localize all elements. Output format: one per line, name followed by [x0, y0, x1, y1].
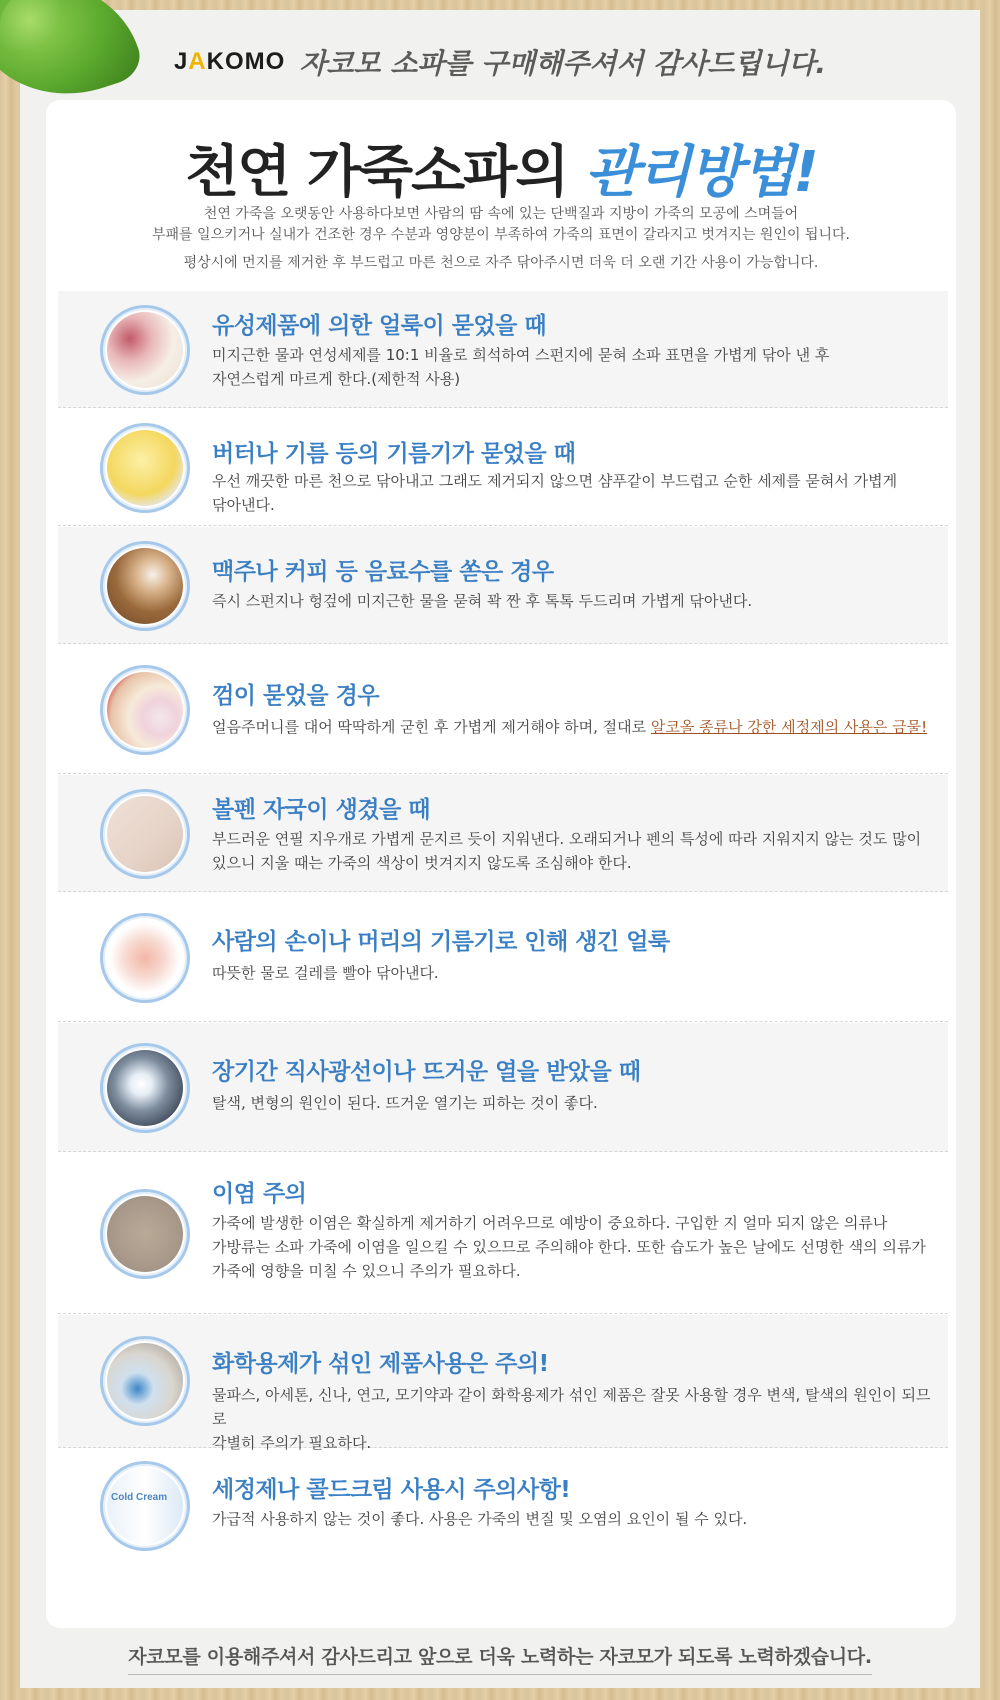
bubble-gum-icon — [100, 665, 190, 755]
item-desc — [212, 589, 932, 613]
header-thanks: 자코모 소파를 구매해주셔서 감사드립니다. — [299, 47, 827, 80]
item-desc — [212, 1211, 932, 1283]
list-item — [58, 645, 948, 774]
sunlight-icon — [100, 1043, 190, 1133]
list-item — [58, 409, 948, 526]
title-highlight: 관리방법! — [584, 140, 817, 205]
pen-mark-icon — [100, 789, 190, 879]
list-item — [58, 1023, 948, 1152]
item-desc — [212, 961, 932, 985]
intro-line-3: 평상시에 먼지를 제거한 후 부드럽고 마른 천으로 자주 닦아주시면 더욱 더 오랜 기간 사용이 가능합니다. — [183, 255, 819, 271]
item-title: 이염 주의 — [212, 1181, 307, 1207]
intro-line-2: 부패를 일으키거나 실내가 건조한 경우 수분과 영양분이 부족하여 가죽의 표면이 갈라지고 벗겨지는 원인이 됩니다. — [152, 227, 850, 243]
item-title: 화학용제가 섞인 제품사용은 주의! — [212, 1351, 549, 1377]
item-desc — [212, 1091, 932, 1115]
item-title: 버터나 기름 등의 기름기가 묻었을 때 — [212, 441, 576, 467]
item-title: 세정제나 콜드크림 사용시 주의사항! — [212, 1477, 571, 1503]
hand-icon — [100, 913, 190, 1003]
list-item — [58, 1449, 948, 1569]
item-desc — [212, 1383, 932, 1455]
warning-text: 알코올 종류나 강한 세정제의 사용은 금물! — [650, 718, 928, 736]
intro-text — [46, 204, 956, 246]
cold-cream-label: Cold Cream — [111, 1492, 168, 1503]
item-desc-text: 탈색, 변형의 원인이 된다. 뜨거운 열기는 피하는 것이 좋다. — [212, 1094, 598, 1112]
item-title: 유성제품에 의한 얼룩이 묻었을 때 — [212, 313, 547, 339]
cold-cream-icon — [100, 1461, 190, 1551]
list-item — [58, 1315, 948, 1452]
list-item — [58, 527, 948, 644]
footer — [20, 1642, 980, 1669]
brand-logo: JAKOMO — [173, 48, 286, 75]
item-title: 볼펜 자국이 생겼을 때 — [212, 797, 430, 823]
item-desc-text: 미지근한 물과 연성세제를 10:1 비율로 희석하여 스펀지에 묻혀 소파 표면을 가볍게 닦아 낸 후 자연스럽게 마르게 한다.(제한적 사용) — [212, 346, 830, 388]
item-desc-text: 즉시 스펀지나 헝겊에 미지근한 물을 묻혀 꽉 짠 후 톡톡 두드리며 가볍게 닦아낸다. — [212, 592, 753, 610]
item-desc — [212, 715, 932, 739]
butter-icon — [100, 423, 190, 513]
item-desc — [212, 1507, 932, 1531]
item-desc-text: 얼음주머니를 대어 딱딱하게 굳힌 후 가볍게 제거해야 하며, 절대로 — [212, 718, 651, 736]
item-desc-text: 부드러운 연필 지우개로 가볍게 문지르 듯이 지워낸다. 오래되거나 펜의 특성에 따라 지워지지 않는 것도 많이 있으니 지울 때는 가죽의 색상이 벗겨지지 않도록 조심해야 한다. — [212, 830, 922, 872]
header — [20, 32, 980, 92]
footer-text: 자코모를 이용해주셔서 감사드리고 앞으로 더욱 노력하는 자코모가 되도록 노력하겠습니다. — [128, 1646, 872, 1675]
chemical-bottle-icon — [100, 1336, 190, 1426]
item-title: 껌이 묻었을 경우 — [212, 683, 380, 709]
item-title: 장기간 직사광선이나 뜨거운 열을 받았을 때 — [212, 1059, 641, 1085]
item-desc-text: 우선 깨끗한 마른 천으로 닦아내고 그래도 제거되지 않으면 샴푸같이 부드럽고 순한 세제를 묻혀서 가볍게 닦아낸다. — [212, 472, 898, 514]
item-desc-text: 물파스, 아세톤, 신나, 연고, 모기약과 같이 화학용제가 섞인 제품은 잘못 사용할 경우 변색, 탈색의 원인이 되므로 각별히 주의가 필요하다. — [212, 1386, 931, 1452]
item-title: 맥주나 커피 등 음료수를 쏟은 경우 — [212, 559, 554, 585]
item-desc — [212, 469, 932, 517]
item-title: 사람의 손이나 머리의 기름기로 인해 생긴 얼룩 — [212, 929, 670, 955]
item-desc-text: 가급적 사용하지 않는 것이 좋다. 사용은 가죽의 변질 및 오염의 요인이 될 수 있다. — [212, 1510, 748, 1528]
title-main: 천연 가죽소파의 — [185, 140, 585, 205]
care-guide-card — [46, 100, 956, 1628]
list-item — [58, 1153, 948, 1314]
page-title — [46, 128, 956, 208]
list-item — [58, 291, 948, 408]
item-desc-text: 따뜻한 물로 걸레를 빨아 닦아낸다. — [212, 964, 439, 982]
leather-swatch-icon — [100, 1189, 190, 1279]
intro-line-1: 천연 가죽을 오랫동안 사용하다보면 사람의 땀 속에 있는 단백질과 지방이 가죽의 모공에 스며들어 — [203, 206, 799, 222]
item-desc-text: 가죽에 발생한 이염은 확실하게 제거하기 어려우므로 예방이 중요하다. 구입한 지 얼마 되지 않은 의류나 가방류는 소파 가죽에 이염을 일으킬 수 있으므로 주의해야 한다. 또한 습도가 높은 날에도 선명한 색의 의류가 가죽에 영향을 미칠 수 있으니 주의가 필요하다. — [212, 1214, 926, 1280]
oil-stain-icon — [100, 305, 190, 395]
item-desc — [212, 343, 932, 391]
list-item — [58, 775, 948, 892]
list-item — [58, 893, 948, 1022]
item-desc — [212, 827, 932, 875]
content-frame — [20, 10, 980, 1688]
coffee-cup-icon — [100, 541, 190, 631]
